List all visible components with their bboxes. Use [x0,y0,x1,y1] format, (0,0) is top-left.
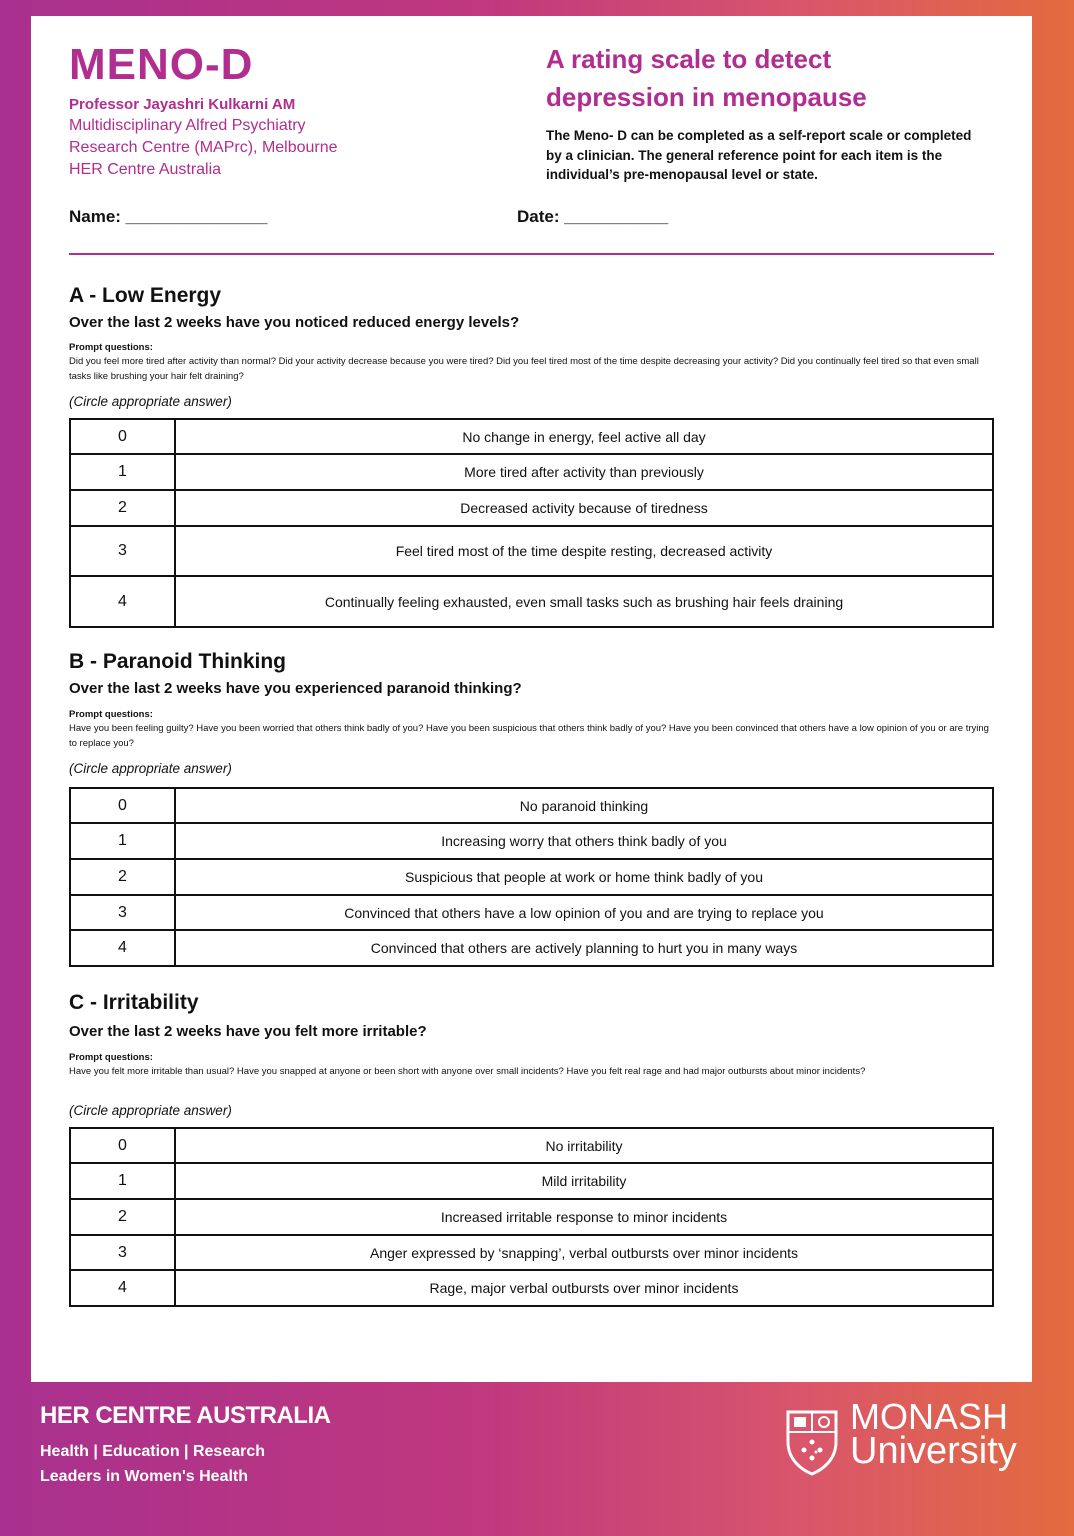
answer-text: No change in energy, feel active all day [175,419,993,454]
section-b-prompt-heading: Prompt questions: [69,709,153,720]
score[interactable]: 1 [70,454,175,490]
answer-text: Rage, major verbal outbursts over minor incidents [175,1270,993,1306]
table-row[interactable] [70,454,993,490]
table-row[interactable] [70,1199,993,1235]
name-field[interactable]: Name: _______________ [69,207,268,226]
form-page [31,16,1032,1382]
table-row[interactable] [70,490,993,526]
section-a-title: A - Low Energy [69,284,222,307]
answer-text: No irritability [175,1128,993,1163]
section-c-prompt-heading: Prompt questions: [69,1052,153,1063]
monash-word: MONASH [850,1396,1009,1437]
answer-text: Increased irritable response to minor incidents [175,1199,993,1235]
brand-title: MENO-D [69,40,254,89]
footer-org-name: HER CENTRE AUSTRALIA [40,1402,331,1429]
divider [69,253,994,255]
section-c-prompt: Have you felt more irritable than usual? Have you snapped at anyone or been short with anyone over small incidents? Have you felt real rage and had major outbursts about minor incidents? [69,1066,866,1077]
score[interactable]: 3 [70,895,175,930]
table-row[interactable] [70,788,993,823]
date-field[interactable]: Date: ___________ [517,207,669,226]
score[interactable]: 4 [70,576,175,627]
table-row[interactable] [70,526,993,576]
table-row[interactable] [70,859,993,895]
score[interactable]: 1 [70,1163,175,1199]
table-row[interactable] [70,1163,993,1199]
tagline [546,40,1006,116]
footer-tagline-1: Health | Education | Research [40,1443,266,1460]
section-c-instruction: (Circle appropriate answer) [69,1103,232,1118]
table-row[interactable] [70,895,993,930]
table-row[interactable] [70,930,993,966]
table-row[interactable] [70,419,993,454]
answer-text: Suspicious that people at work or home think badly of you [175,859,993,895]
section-b-table [69,787,994,967]
section-c-question: Over the last 2 weeks have you felt more irritable? [69,1023,427,1040]
table-row[interactable] [70,1270,993,1306]
score[interactable]: 1 [70,823,175,859]
intro-text: The Meno- D can be completed as a self-report scale or completed by a clinician. The general reference point for each item is the individual’s pre-menopausal level or state. [546,128,972,182]
university-word: University [850,1430,1017,1472]
score[interactable]: 2 [70,859,175,895]
score[interactable]: 3 [70,526,175,576]
section-b-instruction: (Circle appropriate answer) [69,761,232,776]
score[interactable]: 4 [70,930,175,966]
answer-text: Continually feeling exhausted, even small tasks such as brushing hair feels draining [175,576,993,627]
score[interactable]: 0 [70,1128,175,1163]
monash-logo-text [850,1396,1017,1472]
affiliation-line-2: Research Centre (MAPrc), Melbourne [69,139,338,156]
table-row[interactable] [70,576,993,627]
answer-text: Convinced that others are actively planning to hurt you in many ways [175,930,993,966]
section-c-title: C - Irritability [69,991,199,1014]
score[interactable]: 3 [70,1235,175,1270]
footer-tagline-2: Leaders in Women's Health [40,1468,249,1485]
section-a-table [69,418,994,628]
section-c-table [69,1127,994,1307]
score[interactable]: 2 [70,490,175,526]
author-name: Professor Jayashri Kulkarni AM [69,96,296,113]
tagline-line-1: A rating scale to detect [546,44,832,74]
answer-text: More tired after activity than previously [175,454,993,490]
answer-text: No paranoid thinking [175,788,993,823]
tagline-line-2: depression in menopause [546,82,867,112]
answer-text: Convinced that others have a low opinion of you and are trying to replace you [175,895,993,930]
section-b-question: Over the last 2 weeks have you experienced paranoid thinking? [69,680,522,697]
table-row[interactable] [70,1235,993,1270]
affiliation-line-3: HER Centre Australia [69,161,222,178]
table-row[interactable] [70,823,993,859]
answer-text: Anger expressed by ‘snapping’, verbal outbursts over minor incidents [175,1235,993,1270]
answer-text: Decreased activity because of tiredness [175,490,993,526]
section-a-question: Over the last 2 weeks have you noticed reduced energy levels? [69,314,520,331]
answer-text: Feel tired most of the time despite resting, decreased activity [175,526,993,576]
score[interactable]: 0 [70,419,175,454]
section-b-title: B - Paranoid Thinking [69,650,287,673]
section-a-instruction: (Circle appropriate answer) [69,394,232,409]
answer-text: Mild irritability [175,1163,993,1199]
monash-crest-icon [782,1408,842,1476]
score[interactable]: 2 [70,1199,175,1235]
section-a-prompt-heading: Prompt questions: [69,342,153,353]
section-a-prompt: Did you feel more tired after activity than normal? Did your activity decrease because you were tired? Did you feel tired most of the time despite decreasing your activity? Did you continually feel tired so that even small tasks like brushing your hair felt draining? [69,356,979,382]
section-b-prompt: Have you been feeling guilty? Have you been worried that others think badly of you? Have you been suspicious that others think badly of you? Have you been convinced that others have a low opinion of you or are trying to replace you? [69,723,989,749]
score[interactable]: 4 [70,1270,175,1306]
answer-text: Increasing worry that others think badly of you [175,823,993,859]
table-row[interactable] [70,1128,993,1163]
affiliation-line-1: Multidisciplinary Alfred Psychiatry [69,117,306,134]
score[interactable]: 0 [70,788,175,823]
